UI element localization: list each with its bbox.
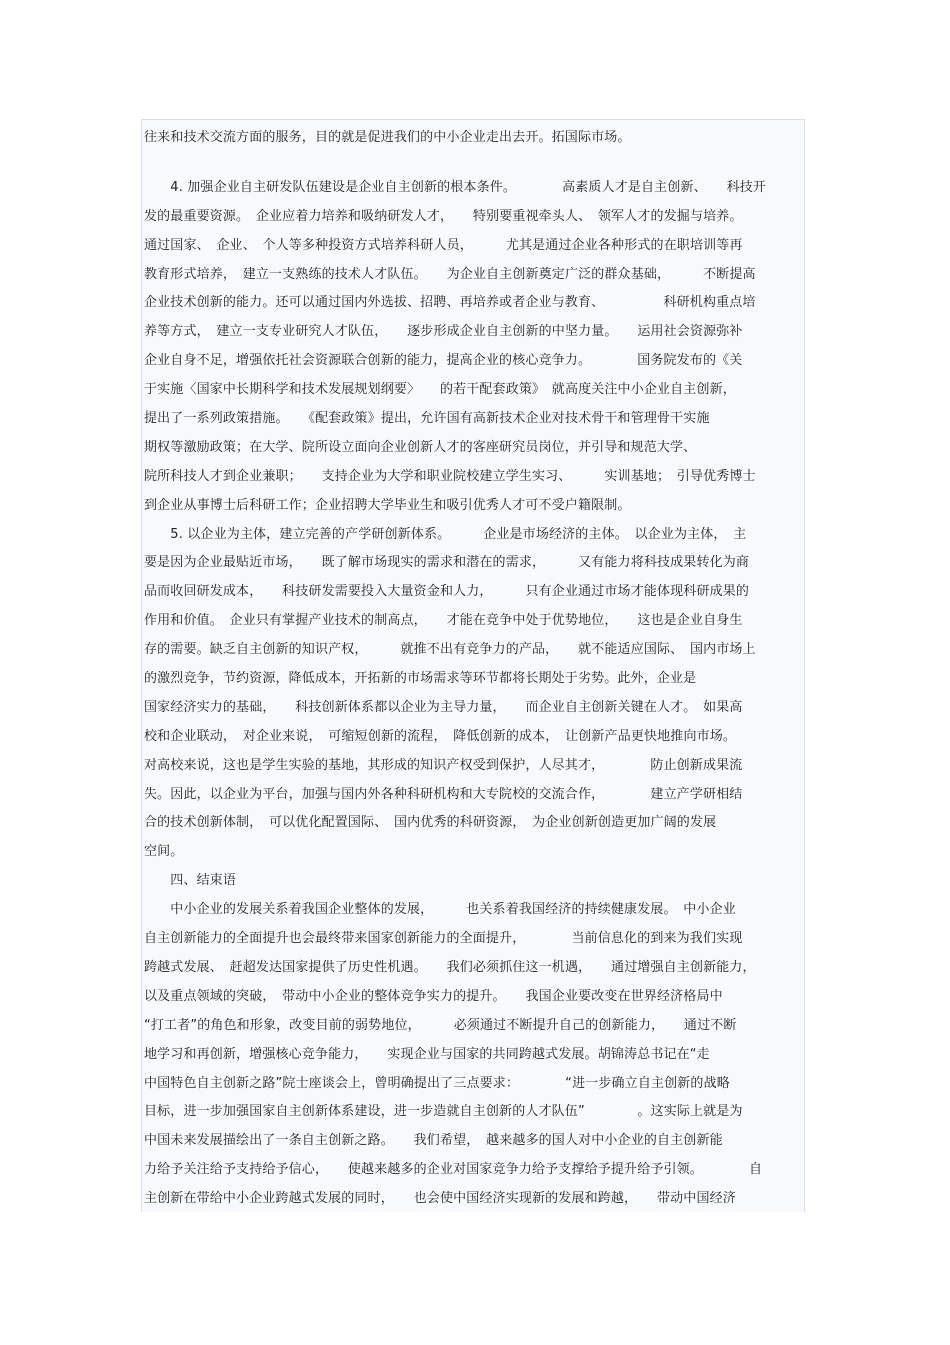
text-line: 国家经济实力的基础， 科技创新体系都以企业为主导力量， 而企业自主创新关键在人才。 如果高 — [144, 699, 743, 715]
text-line: 往来和技术交流方面的服务，目的就是促进我们的中小企业走出去开。拓国际市场。 — [144, 130, 631, 145]
text-line: 四、结束语 — [144, 873, 237, 889]
text-line: 空间。 — [144, 844, 184, 860]
text-line: 到企业从事博士后科研工作；企业招聘大学毕业生和吸引优秀人才可不受户籍限制。 — [144, 497, 631, 513]
text-line: 存的需要。缺乏自主创新的知识产权， 就推不出有竞争力的产品， 就不能适应国际、 国内市场上 — [144, 642, 756, 658]
text-line: 中国特色自主创新之路”院士座谈会上，曾明确提出了三点要求： “进一步确立自主创新的战略 — [144, 1075, 730, 1091]
text-line: 院所科技人才到企业兼职； 支持企业为大学和职业院校建立学生实习、 实训基地； 引导优秀博士 — [144, 468, 756, 484]
text-line: 对高校来说，这也是学生实验的基地，其形成的知识产权受到保护，人尽其才， 防止创新成果流 — [144, 757, 743, 773]
text-line: “打工者”的角色和形象，改变目前的弱势地位， 必须通过不断提升自己的创新能力， 通过不断 — [144, 1017, 737, 1033]
text-line: 企业自身不足，增强依托社会资源联合创新的能力，提高企业的核心竞争力。 国务院发布的《关 — [144, 353, 743, 369]
text-line: 的激烈竞争，节约资源，降低成本，开拓新的市场需求等环节都将长期处于劣势。此外，企业是 — [144, 671, 697, 687]
text-line: 期权等激励政策；在大学、院所设立面向企业创新人才的客座研究员岗位，并引导和规范大学、 — [144, 439, 697, 455]
text-line: 发的最重要资源。 企业应着力培养和吸纳研发人才， 特别要重视牵头人、 领军人才的发掘与培养。 — [144, 208, 743, 224]
text-line: 地学习和再创新，增强核心竞争能力， 实现企业与国家的共同跨越式发展。胡锦涛总书记在“走 — [144, 1046, 710, 1062]
text-line: 养等方式， 建立一支专业研究人才队伍， 逐步形成企业自主创新的中坚力量。 运用社会资源弥补 — [144, 324, 743, 340]
text-line: 中国未来发展描绘出了一条自主创新之路。 我们希望， 越来越多的国人对中小企业的自主创新能 — [144, 1133, 723, 1149]
document-body — [144, 124, 804, 1212]
text-line: 于实施〈国家中长期科学和技术发展规划纲要〉 的若干配套政策》 就高度关注中小企业自主创新， — [144, 382, 736, 398]
paragraph-spacer — [144, 153, 804, 174]
text-line: 以及重点领域的突破， 带动中小企业的整体竞争实力的提升。 我国企业要改变在世界经济格局中 — [144, 988, 723, 1004]
text-line: 目标，进一步加强国家自主创新体系建设，进一步造就自主创新的人才队伍” 。这实际上就是为 — [144, 1104, 743, 1120]
text-line: 教育形式培养， 建立一支熟练的技术人才队伍。 为企业自主创新奠定广泛的群众基础， 不断提高 — [144, 266, 756, 282]
text-line: 失。因此，以企业为平台，加强与国内外各种科研机构和大专院校的交流合作， 建立产学研相结 — [144, 786, 743, 802]
text-line: 跨越式发展、 赶超发达国家提供了历史性机遇。 我们必须抓住这一机遇， 通过增强自主创新能力， — [144, 959, 756, 975]
text-line: 4. 加强企业自主研发队伍建设是企业自主创新的根本条件。 高素质人才是自主创新、 科技开 — [144, 179, 767, 195]
text-line: 作用和价值。 企业只有掌握产业技术的制高点， 才能在竞争中处于优势地位， 这也是企业自身生 — [144, 613, 743, 629]
text-line: 5. 以企业为主体，建立完善的产学研创新体系。 企业是市场经济的主体。 以企业为主体， 主 — [144, 526, 747, 542]
text-line: 校和企业联动， 对企业来说， 可缩短创新的流程， 降低创新的成本， 让创新产品更快地推向市场。 — [144, 728, 737, 744]
text-line: 力给予关注给予支持给予信心， 使越来越多的企业对国家竞争力给予支撑给予提升给予引领。 自 — [144, 1162, 763, 1178]
document-frame — [141, 119, 805, 1212]
text-line: 提出了一系列政策措施。 《配套政策》提出，允许国有高新技术企业对技术骨干和管理骨干实施 — [144, 411, 710, 427]
text-line: 自主创新能力的全面提升也会最终带来国家创新能力的全面提升， 当前信息化的到来为我们实现 — [144, 931, 743, 947]
text-line: 品而收回研发成本， 科技研发需要投入大量资金和人力， 只有企业通过市场才能体现科研成果的 — [144, 584, 750, 600]
text-line: 通过国家、 企业、 个人等多种投资方式培养科研人员， 尤其是通过企业各种形式的在职培训等再 — [144, 237, 743, 253]
text-line: 要是因为企业最贴近市场， 既了解市场现实的需求和潜在的需求， 又有能力将科技成果转化为商 — [144, 555, 750, 571]
text-line: 合的技术创新体制， 可以优化配置国际、 国内优秀的科研资源， 为企业创新创造更加广阔的发展 — [144, 815, 717, 831]
text-line: 中小企业的发展关系着我国企业整体的发展， 也关系着我国经济的持续健康发展。 中小企业 — [144, 902, 736, 918]
text-line: 企业技术创新的能力。还可以通过国内外选拔、招聘、再培养或者企业与教育、 科研机构重点培 — [144, 295, 756, 311]
text-line: 主创新在带给中小企业跨越式发展的同时， 也会使中国经济实现新的发展和跨越， 带动中国经济 — [144, 1191, 736, 1207]
